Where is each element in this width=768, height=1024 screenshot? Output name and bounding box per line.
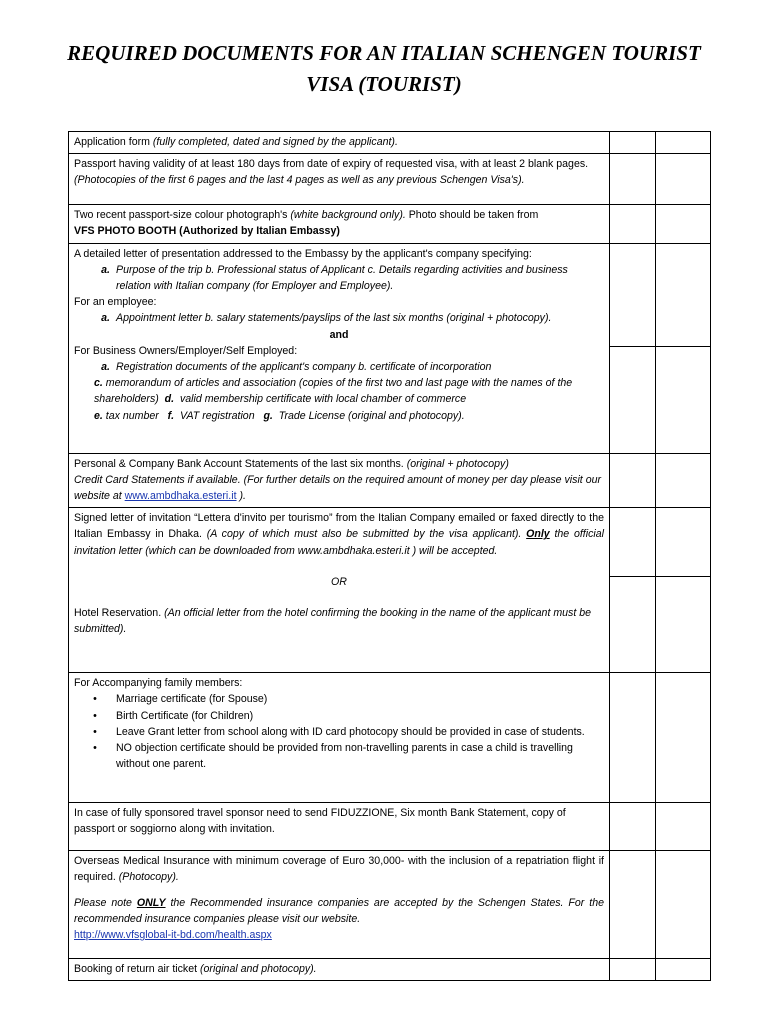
check-box[interactable] (610, 851, 656, 959)
requirement-text: A detailed letter of presentation addressed to the Embassy by the applicant's company specifying: (74, 247, 532, 260)
requirement-note: (fully completed, dated and signed by the applicant). (152, 136, 398, 148)
list-text: Birth Certificate (for Children) (116, 709, 254, 722)
requirement-cell (69, 508, 610, 673)
check-box[interactable] (656, 154, 711, 205)
list-item (74, 310, 604, 326)
check-box[interactable] (656, 673, 711, 803)
list-marker: c. (94, 377, 103, 390)
table-row (69, 508, 711, 673)
requirement-note: Please note (74, 896, 137, 909)
list-item (74, 359, 604, 375)
requirement-note: (Photocopy). (118, 871, 179, 884)
requirement-cell (69, 453, 610, 508)
requirement-text: In case of fully sponsored travel sponsor need to send FIDUZZIONE, Six month Bank Statement, copy of passport or soggiorno along with invitation. (74, 807, 566, 836)
emphasis: ONLY (136, 896, 166, 909)
bullet: • (93, 725, 97, 738)
list-text: Trade License (original and photocopy). (278, 409, 465, 422)
requirement-text: Booking of return air ticket (74, 963, 201, 976)
check-box[interactable] (656, 803, 711, 851)
list-marker: f. (167, 409, 175, 422)
requirement-cell (69, 673, 610, 803)
requirement-text: Application form (74, 136, 153, 148)
emphasis: Only (526, 528, 550, 541)
list-text: Registration documents of the applicant's company b. certificate of incorporation (116, 361, 492, 374)
list-item (74, 708, 604, 724)
requirement-cell (69, 243, 610, 453)
insurance-text (74, 853, 604, 885)
table-row (69, 132, 711, 154)
list-item (74, 724, 604, 740)
table-row (69, 673, 711, 803)
check-box[interactable] (656, 851, 711, 959)
requirement-note: the Recommended insurance companies are accepted by the Schengen States. For the recommended insurance companies please visit our website. (74, 896, 604, 925)
check-box[interactable] (610, 154, 656, 205)
list-marker: e. (94, 409, 103, 422)
requirement-text: Two recent passport-size colour photograph's (74, 209, 291, 222)
list-item (74, 375, 604, 407)
check-box[interactable] (610, 453, 656, 508)
requirement-cell (69, 959, 610, 981)
requirement-text: Hotel Reservation. (74, 607, 165, 620)
check-box[interactable] (610, 673, 656, 803)
list-marker: a. (101, 263, 110, 276)
check-box-upper[interactable] (656, 244, 710, 347)
requirement-note: (A copy of which must also be submitted by the visa applicant). (206, 528, 527, 541)
list-text: Appointment letter b. salary statements/payslips of the last six months (original + photocopy). (116, 312, 552, 325)
table-row (69, 959, 711, 981)
requirement-note: the official invitation letter (which can be downloaded from www.ambdhaka.esteri.it ) will be accepted. (74, 528, 604, 557)
requirement-note: ). (236, 490, 246, 503)
requirement-note: Credit Card Statements if available. (For further details on the required amount of money per day please visit our website at (74, 473, 602, 503)
check-box[interactable] (610, 508, 656, 673)
list-text: Leave Grant letter from school along with ID card photocopy should be provided in case of students. (116, 725, 585, 738)
list-item (74, 408, 604, 424)
bullet: • (93, 742, 97, 755)
check-box[interactable] (610, 243, 656, 453)
or-separator: OR (331, 575, 347, 588)
bullet: • (93, 693, 97, 706)
list-text: Purpose of the trip b. Professional status of Applicant c. Details regarding activities and business relation with Italian company (for Employer and Employee). (116, 263, 568, 293)
list-text: memorandum of articles and association (copies of the first two and last page with the names of the shareholders) (94, 377, 573, 406)
insurance-note (74, 895, 604, 927)
vfs-photo-booth-note: VFS PHOTO BOOTH (Authorized by Italian Embassy) (74, 225, 340, 238)
requirement-text: For Accompanying family members: (74, 677, 243, 690)
requirement-cell (69, 851, 610, 959)
requirement-text: Signed letter of invitation “Lettera d'invito per tourismo” from the Italian Company emailed or faxed directly to the Italian Embassy in Dhaka. (74, 512, 604, 541)
list-text: NO objection certificate should be provided from non-travelling parents in case a child is travelling without one parent. (116, 742, 573, 771)
check-box-upper[interactable] (610, 508, 655, 577)
title-line-2: VISA (TOURIST) (306, 72, 462, 96)
list-item (74, 740, 604, 772)
check-box[interactable] (656, 205, 711, 243)
table-row (69, 243, 711, 453)
requirement-text: Overseas Medical Insurance with minimum coverage of Euro 30,000- with the inclusion of a repatriation flight if required. (74, 855, 604, 884)
requirement-note: (white background only). (290, 209, 406, 222)
subheading: For an employee: (74, 296, 157, 309)
requirement-text: Personal & Company Bank Account Statements of the last six months. (74, 457, 407, 470)
list-marker: a. (101, 361, 110, 374)
list-item (74, 691, 604, 707)
requirement-note: (original + photocopy) (406, 457, 509, 470)
bullet: • (93, 709, 97, 722)
table-row (69, 205, 711, 243)
requirement-text: Passport having validity of at least 180 days from date of expiry of requested visa, with at least 2 blank pages. (74, 158, 589, 171)
health-insurance-link[interactable]: http://www.vfsglobal-it-bd.com/health.aspx (74, 929, 272, 942)
requirement-cell (69, 803, 610, 851)
table-row (69, 851, 711, 959)
requirement-cell (69, 205, 610, 243)
list-text: tax number (105, 409, 159, 422)
subheading: For Business Owners/Employer/Self Employed: (74, 344, 298, 357)
table-row (69, 453, 711, 508)
title-line-1: REQUIRED DOCUMENTS FOR AN ITALIAN SCHENGEN TOURIST (67, 41, 701, 65)
document-title (0, 38, 768, 100)
check-box[interactable] (656, 508, 711, 673)
check-box[interactable] (656, 453, 711, 508)
requirement-cell (69, 132, 610, 154)
list-marker: g. (263, 409, 273, 422)
embassy-website-link[interactable]: www.ambdhaka.esteri.it (124, 490, 237, 503)
check-box[interactable] (656, 243, 711, 453)
check-box[interactable] (656, 959, 711, 981)
requirement-text: Photo should be taken from (405, 209, 539, 222)
check-box[interactable] (610, 205, 656, 243)
and-separator: and (329, 328, 349, 341)
requirement-note: (original and photocopy). (200, 963, 317, 976)
invitation-text (74, 510, 604, 559)
list-item (74, 262, 604, 294)
list-marker: d. (164, 393, 175, 406)
requirements-table (68, 131, 711, 981)
check-box[interactable] (656, 132, 711, 154)
check-box-upper[interactable] (656, 508, 710, 577)
list-text: VAT registration (180, 409, 255, 422)
requirement-cell (69, 154, 610, 205)
check-box[interactable] (610, 959, 656, 981)
check-box[interactable] (610, 803, 656, 851)
list-text: valid membership certificate with local chamber of commerce (179, 393, 467, 406)
requirement-note: (An official letter from the hotel confirming the booking in the name of the applicant must be submitted). (74, 607, 592, 636)
requirement-note: (Photocopies of the first 6 pages and the last 4 pages as well as any previous Schengen Visa's). (74, 174, 525, 187)
list-text: Marriage certificate (for Spouse) (116, 693, 268, 706)
check-box[interactable] (610, 132, 656, 154)
table-row (69, 803, 711, 851)
table-row (69, 154, 711, 205)
list-marker: a. (101, 312, 110, 325)
check-box-upper[interactable] (610, 244, 655, 347)
